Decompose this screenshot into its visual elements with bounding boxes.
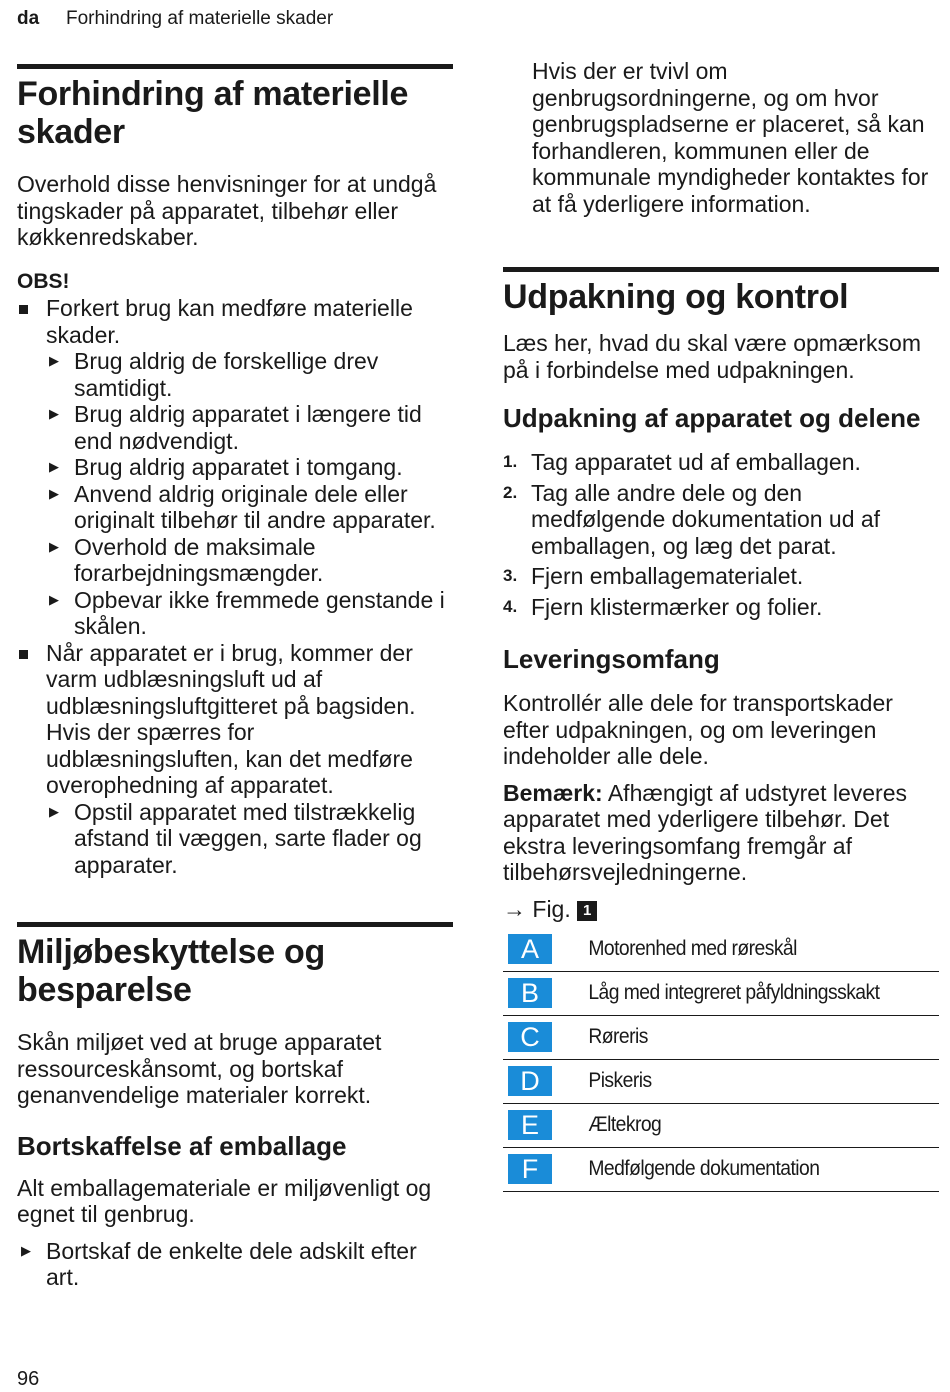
damage-item — [17, 295, 453, 640]
section-rule — [17, 64, 453, 69]
figure-ref-text: → Fig. — [503, 895, 571, 922]
triangle-bullet-icon: ▶ — [49, 538, 59, 554]
obs-label: OBS! — [17, 269, 70, 293]
page-number: 96 — [17, 1368, 40, 1390]
disposal-action-list — [17, 1238, 453, 1291]
unpacking-intro: Læs her, hvad du skal være opmærksom på i forbindelse med udpakningen. — [503, 330, 922, 383]
triangle-bullet-icon: ▶ — [49, 459, 59, 474]
triangle-bullet-icon: ▶ — [49, 353, 59, 368]
step-text: Tag alle andre dele og den medfølgende dokumentation ud af emballagen, og læg det parat. — [531, 479, 881, 559]
action-text: Opbevar ikke fremmede genstande i skålen. — [74, 586, 445, 639]
step-number: 1. — [503, 452, 518, 471]
section-heading-damage: Forhindring af materielle skader — [17, 75, 409, 151]
section-rule — [503, 267, 939, 272]
part-letter-badge: A — [508, 934, 552, 964]
step-number: 2. — [503, 482, 518, 502]
table-row — [503, 971, 939, 1015]
delivery-note — [503, 780, 939, 886]
step-text: Fjern klistermærker og folier. — [531, 593, 823, 620]
environment-intro: Skån miljøet ved at bruge apparatet ressourceskånsomt, og bortskaf genanvendelige materialer korrekt. — [17, 1029, 382, 1108]
part-letter-badge: C — [508, 1022, 552, 1052]
action-list — [45, 348, 453, 640]
section-rule — [17, 922, 453, 927]
damage-item-text: Når apparatet er i brug, kommer der varm udblæsningsluft ud af udblæsningsluftgitteret på bagsiden. Hvis der spærres for udblæsningsluften, kan det medføre overophedning af apparatet. — [46, 639, 416, 798]
square-bullet-icon — [19, 305, 28, 314]
damage-list — [17, 295, 453, 878]
part-description: Motorenhed med røreskål — [588, 937, 797, 960]
table-row — [503, 928, 939, 972]
table-row — [503, 1103, 939, 1147]
step-item — [503, 563, 939, 590]
table-row — [503, 1015, 939, 1059]
action-item — [45, 401, 453, 454]
section-heading-environment: Miljøbeskyttelse og besparelse — [17, 933, 325, 1009]
action-text: Brug aldrig apparatet i længere tid end nødvendigt. — [74, 401, 422, 454]
language-code: da — [17, 8, 40, 29]
running-header-title: Forhindring af materielle skader — [66, 8, 334, 29]
action-item — [45, 454, 453, 481]
action-text: Bortskaf de enkelte dele adskilt efter art. — [46, 1237, 417, 1290]
damage-intro: Overhold disse henvisninger for at undgå tingskader på apparatet, tilbehør eller køkkenredskaber. — [17, 171, 437, 250]
right-column — [503, 58, 939, 1192]
part-letter-badge: F — [508, 1154, 552, 1184]
part-description: Piskeris — [588, 1069, 652, 1092]
action-text: Opstil apparatet med tilstrækkelig afstand til væggen, sarte flader og apparater. — [74, 798, 422, 878]
triangle-bullet-icon: ▶ — [49, 406, 59, 421]
part-description: Æltekrog — [588, 1113, 662, 1136]
step-item — [503, 480, 939, 560]
square-bullet-icon — [19, 650, 28, 659]
action-item — [45, 587, 453, 640]
part-description: Medfølgende dokumentation — [588, 1157, 820, 1180]
step-number: 4. — [503, 596, 518, 616]
step-number: 3. — [503, 566, 518, 585]
action-text: Overhold de maksimale forarbejdningsmængder. — [74, 533, 324, 586]
triangle-bullet-icon: ▶ — [49, 591, 59, 607]
left-column — [17, 64, 453, 1291]
triangle-bullet-icon: ▶ — [49, 803, 59, 819]
action-item — [17, 1238, 453, 1291]
action-item — [45, 799, 453, 879]
part-letter-badge: D — [508, 1066, 552, 1096]
triangle-bullet-icon: ▶ — [49, 485, 59, 501]
step-text: Tag apparatet ud af emballagen. — [531, 449, 861, 475]
action-item — [45, 534, 453, 587]
note-label: Bemærk: — [503, 779, 603, 806]
figure-number-badge: 1 — [577, 901, 597, 921]
packaging-text: Alt emballagemateriale er miljøvenligt og egnet til genbrug. — [17, 1174, 432, 1227]
delivery-text: Kontrollér alle dele for transportskader efter udpakningen, og om leveringen indeholder alle dele. — [503, 690, 893, 769]
part-description: Låg med integreret påfyldningsskakt — [588, 981, 880, 1004]
action-text: Anvend aldrig originale dele eller originalt tilbehør til andre apparater. — [74, 480, 436, 533]
subheading-packaging-disposal: Bortskaffelse af emballage — [17, 1130, 347, 1161]
table-row — [503, 1059, 939, 1103]
figure-reference — [503, 896, 939, 922]
unpacking-steps — [503, 449, 939, 620]
part-letter-badge: B — [508, 978, 552, 1008]
subheading-scope-of-delivery: Leveringsomfang — [503, 644, 720, 674]
parts-table — [503, 928, 939, 1192]
action-list — [45, 799, 453, 879]
section-heading-unpacking: Udpakning og kontrol — [503, 278, 849, 316]
damage-item-text: Forkert brug kan medføre materielle skader. — [46, 295, 413, 348]
note-text: Afhængigt af udstyret leveres apparatet med yderligere tilbehør. Det ekstra leveringsomfang fremgår af tilbehørsvejledningerne. — [503, 779, 907, 885]
action-item — [45, 348, 453, 401]
step-item — [503, 449, 939, 476]
action-item — [45, 481, 453, 534]
table-row — [503, 1147, 939, 1191]
recycling-info-text: Hvis der er tvivl om genbrugsordningerne, og om hvor genbrugspladserne er placeret, så kan forhandleren, kommunen eller de kommunale myndigheder kontaktes for at få yderligere information. — [532, 58, 929, 217]
damage-item — [17, 640, 453, 879]
triangle-bullet-icon: ▶ — [21, 1242, 31, 1258]
step-text: Fjern emballagematerialet. — [531, 563, 804, 589]
subheading-unpack-appliance: Udpakning af apparatet og delene — [503, 403, 921, 433]
part-letter-badge: E — [508, 1110, 552, 1140]
action-text: Brug aldrig apparatet i tomgang. — [74, 454, 403, 480]
step-item — [503, 594, 939, 621]
action-text: Brug aldrig de forskellige drev samtidigt. — [74, 348, 379, 401]
part-description: Røreris — [588, 1025, 648, 1048]
